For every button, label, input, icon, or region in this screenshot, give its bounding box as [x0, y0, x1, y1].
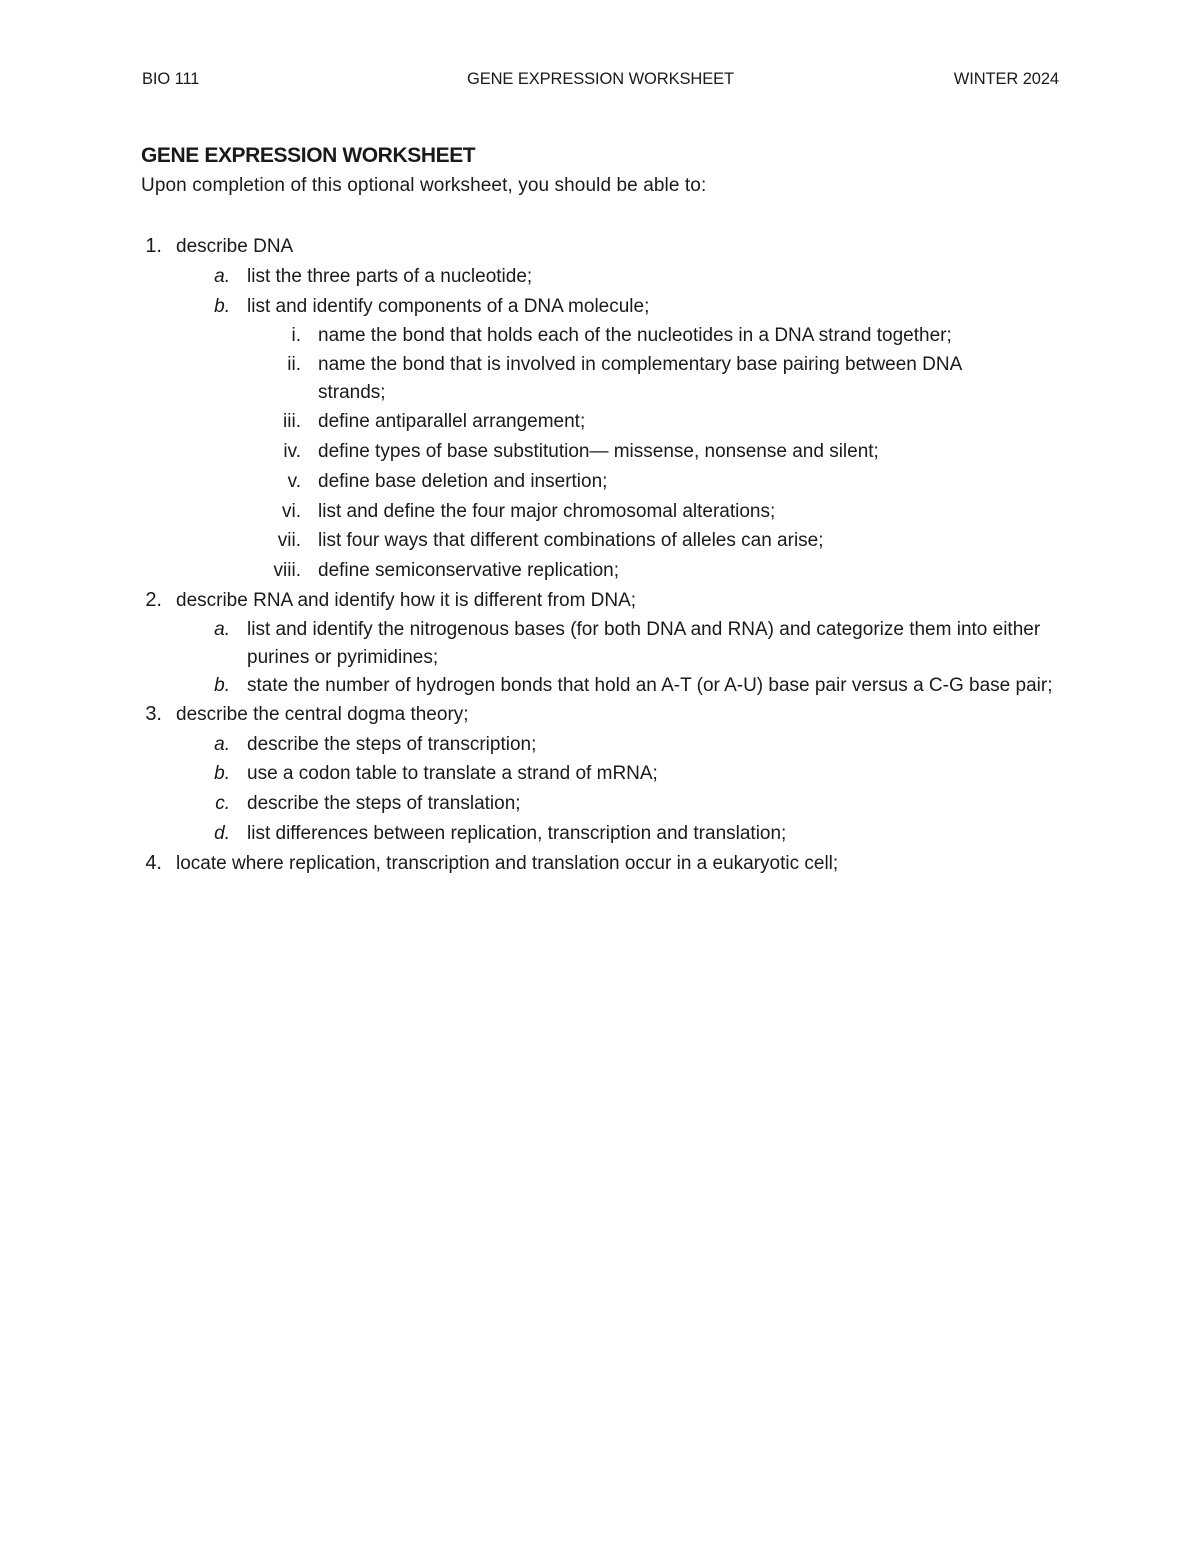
- objective-text: describe RNA and identify how it is different from DNA;: [176, 589, 637, 611]
- detail-item: [0, 467, 1200, 497]
- subobjective-text: use a codon table to translate a strand of mRNA;: [247, 763, 658, 785]
- subobjective-letter: a.: [214, 733, 230, 755]
- subobjective-item: [0, 292, 1200, 322]
- detail-text: define semiconservative replication;: [318, 560, 619, 582]
- detail-item: [0, 351, 1200, 407]
- detail-numeral: ii.: [287, 354, 301, 376]
- subobjective-text: list the three parts of a nucleotide;: [247, 265, 533, 287]
- subobjective-letter: b.: [214, 295, 230, 317]
- subobjective-letter: b.: [214, 674, 230, 696]
- page-header: [142, 70, 1059, 94]
- detail-text: define types of base substitution— missense, nonsense and silent;: [318, 440, 879, 462]
- detail-text: define base deletion and insertion;: [318, 470, 608, 492]
- objective-item: [0, 849, 1200, 879]
- objective-text: describe the central dogma theory;: [176, 703, 469, 725]
- detail-numeral: iv.: [283, 440, 301, 462]
- detail-numeral: v.: [287, 470, 301, 492]
- subobjective-letter: d.: [214, 822, 230, 844]
- detail-text: name the bond that holds each of the nucleotides in a DNA strand together;: [318, 325, 952, 347]
- detail-text: define antiparallel arrangement;: [318, 411, 586, 433]
- detail-numeral: iii.: [283, 411, 301, 433]
- subobjective-item: [0, 616, 1200, 672]
- subobjective-item: [0, 730, 1200, 760]
- detail-item: [0, 526, 1200, 556]
- detail-item: [0, 321, 1200, 351]
- objective-number: 3.: [145, 702, 162, 725]
- objective-item: [0, 700, 1200, 730]
- subobjective-item: [0, 789, 1200, 819]
- subobjective-letter: b.: [214, 763, 230, 785]
- intro-text: Upon completion of this optional worksheet, you should be able to:: [141, 175, 707, 196]
- objective-text: describe DNA: [176, 236, 294, 257]
- subobjective-text: list differences between replication, transcription and translation;: [247, 822, 787, 844]
- course-code: BIO 111: [142, 70, 200, 88]
- subobjective-item: [0, 819, 1200, 849]
- objectives-list: [0, 232, 1200, 879]
- objective-item: [0, 232, 1200, 262]
- detail-item: [0, 407, 1200, 437]
- objective-item: [0, 586, 1200, 616]
- subobjective-text: list and identify components of a DNA molecule;: [247, 295, 650, 317]
- detail-numeral: viii.: [273, 560, 301, 582]
- detail-item: [0, 556, 1200, 586]
- term-label: WINTER 2024: [953, 70, 1059, 88]
- detail-numeral: i.: [291, 325, 301, 347]
- subobjective-text: list and identify the nitrogenous bases (for both DNA and RNA) and categorize them into either purines or pyrimidines;: [247, 618, 1041, 668]
- subobjective-letter: c.: [215, 793, 230, 815]
- detail-item: [0, 437, 1200, 467]
- objective-number: 4.: [145, 851, 162, 874]
- detail-text: list and define the four major chromosomal alterations;: [318, 500, 776, 522]
- detail-numeral: vii.: [277, 530, 301, 552]
- subobjective-letter: a.: [214, 618, 230, 640]
- subobjective-text: describe the steps of transcription;: [247, 733, 537, 755]
- subobjective-text: state the number of hydrogen bonds that hold an A-T (or A-U) base pair versus a C-G base pair;: [247, 674, 1053, 696]
- objective-number: 2.: [145, 588, 162, 611]
- detail-item: [0, 497, 1200, 527]
- subobjective-text: describe the steps of translation;: [247, 793, 521, 815]
- objective-text: locate where replication, transcription and translation occur in a eukaryotic cell;: [176, 852, 839, 874]
- subobjective-item: [0, 262, 1200, 292]
- subobjective-item: [0, 672, 1200, 700]
- header-title: GENE EXPRESSION WORKSHEET: [466, 70, 735, 88]
- page-title: GENE EXPRESSION WORKSHEET: [141, 144, 476, 167]
- objective-number: 1.: [145, 235, 162, 257]
- subobjective-item: [0, 759, 1200, 789]
- detail-numeral: vi.: [282, 500, 301, 522]
- subobjective-letter: a.: [214, 265, 230, 287]
- detail-text: list four ways that different combinations of alleles can arise;: [318, 530, 824, 552]
- detail-text: name the bond that is involved in complementary base pairing between DNA strands;: [318, 354, 962, 404]
